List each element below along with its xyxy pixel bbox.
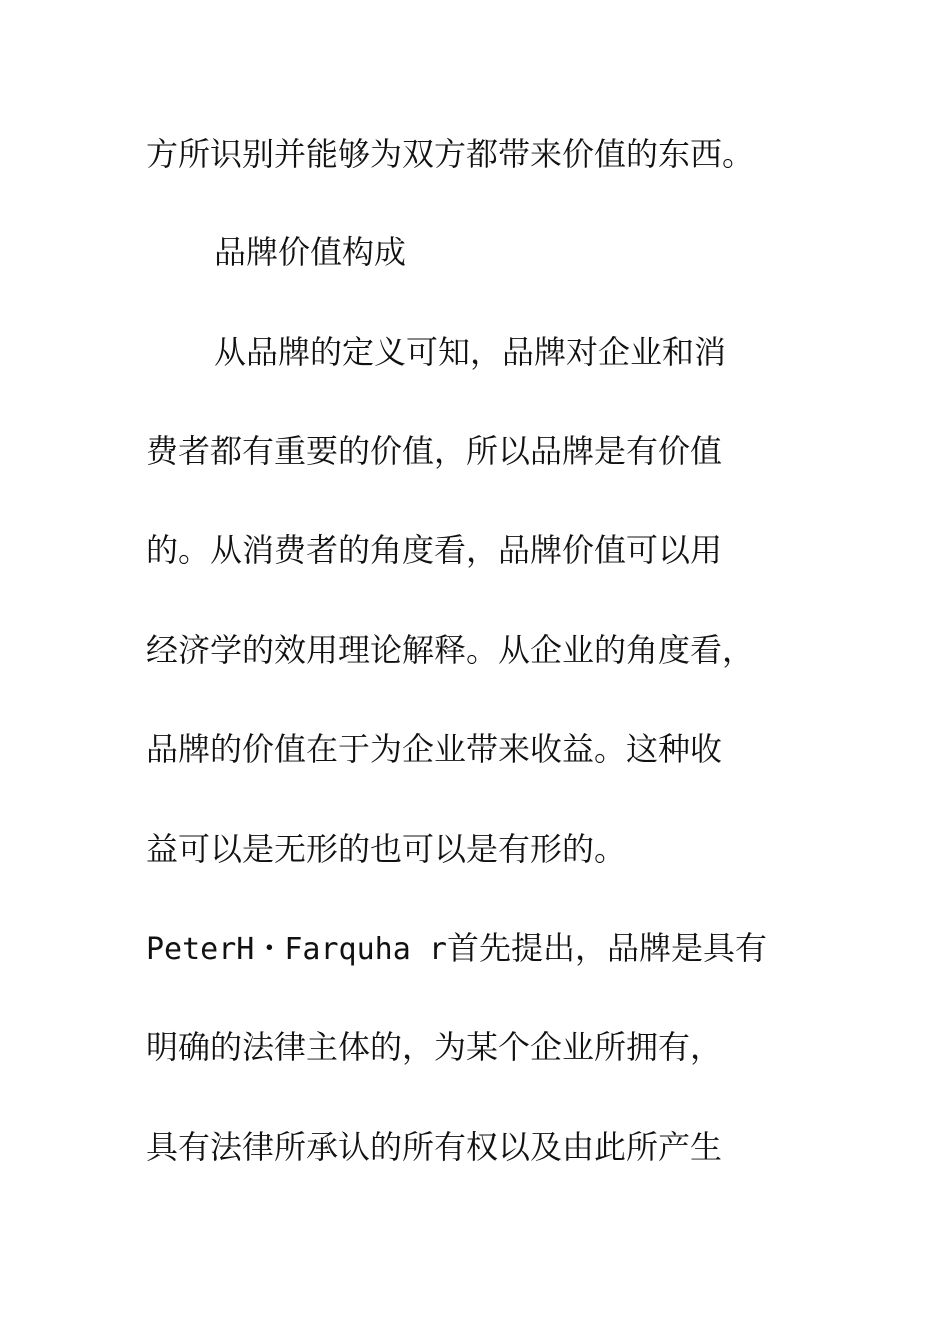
- author-name: PeterH・Farquha r: [146, 932, 447, 967]
- text-line-11: 具有法律所承认的所有权以及由此所产生: [146, 1128, 723, 1166]
- text-line-9: [146, 928, 767, 968]
- text-line-5: 的。从消费者的角度看，品牌价值可以用: [146, 531, 723, 569]
- text-line-6: 经济学的效用理论解释。从企业的角度看，: [146, 631, 755, 669]
- text-line-3: 从品牌的定义可知，品牌对企业和消: [214, 333, 727, 371]
- section-heading: 品牌价值构成: [214, 233, 407, 271]
- text-line-10: 明确的法律主体的，为某个企业所拥有，: [146, 1028, 723, 1066]
- text-line-8: 益可以是无形的也可以是有形的。: [146, 830, 627, 868]
- text-line-1: 方所识别并能够为双方都带来价值的东西。: [146, 135, 755, 173]
- text-line-9-rest: 首先提出，品牌是具有: [446, 929, 767, 967]
- text-line-4: 费者都有重要的价值，所以品牌是有价值: [146, 432, 723, 470]
- text-line-7: 品牌的价值在于为企业带来收益。这种收: [146, 730, 723, 768]
